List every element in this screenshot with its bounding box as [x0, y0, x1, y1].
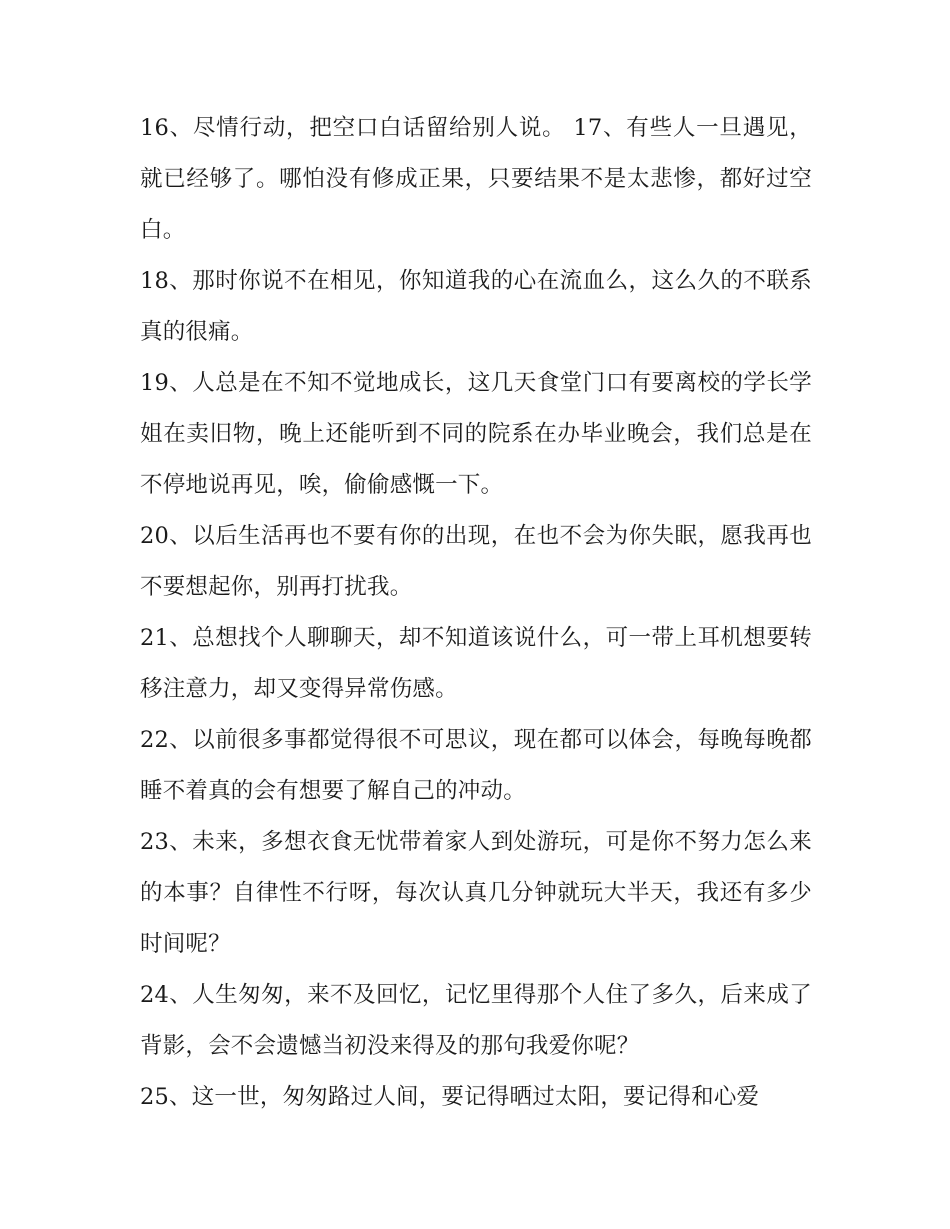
paragraph-18: 18、那时你说不在相见，你知道我的心在流血么，这么久的不联系真的很痛。: [140, 268, 812, 345]
paragraph-22: 22、以前很多事都觉得很不可思议，现在都可以体会，每晚每晚都睡不着真的会有想要了解自己的冲动。: [140, 727, 812, 804]
paragraph-16-17: 16、尽情行动，把空口白话留给别人说。 17、有些人一旦遇见，就已经够了。哪怕没有修成正果，只要结果不是太悲惨，都好过空白。: [140, 115, 812, 243]
paragraph-23: 23、未来，多想衣食无忧带着家人到处游玩，可是你不努力怎么来的本事？自律性不行呀，每次认真几分钟就玩大半天，我还有多少时间呢？: [140, 829, 812, 957]
document-body: [140, 103, 812, 1123]
paragraph-19: 19、人总是在不知不觉地成长，这几天食堂门口有要离校的学长学姐在卖旧物，晚上还能听到不同的院系在办毕业晚会，我们总是在不停地说再见，唉，偷偷感慨一下。: [140, 370, 812, 498]
paragraph-24: 24、人生匆匆，来不及回忆，记忆里得那个人住了多久，后来成了背影，会不会遗憾当初没来得及的那句我爱你呢？: [140, 982, 812, 1059]
paragraph-21: 21、总想找个人聊聊天，却不知道该说什么，可一带上耳机想要转移注意力，却又变得异常伤感。: [140, 625, 812, 702]
paragraph-25: 25、这一世，匆匆路过人间，要记得晒过太阳，要记得和心爱: [140, 1084, 760, 1110]
paragraph-20: 20、以后生活再也不要有你的出现，在也不会为你失眠，愿我再也不要想起你，别再打扰我。: [140, 523, 812, 600]
